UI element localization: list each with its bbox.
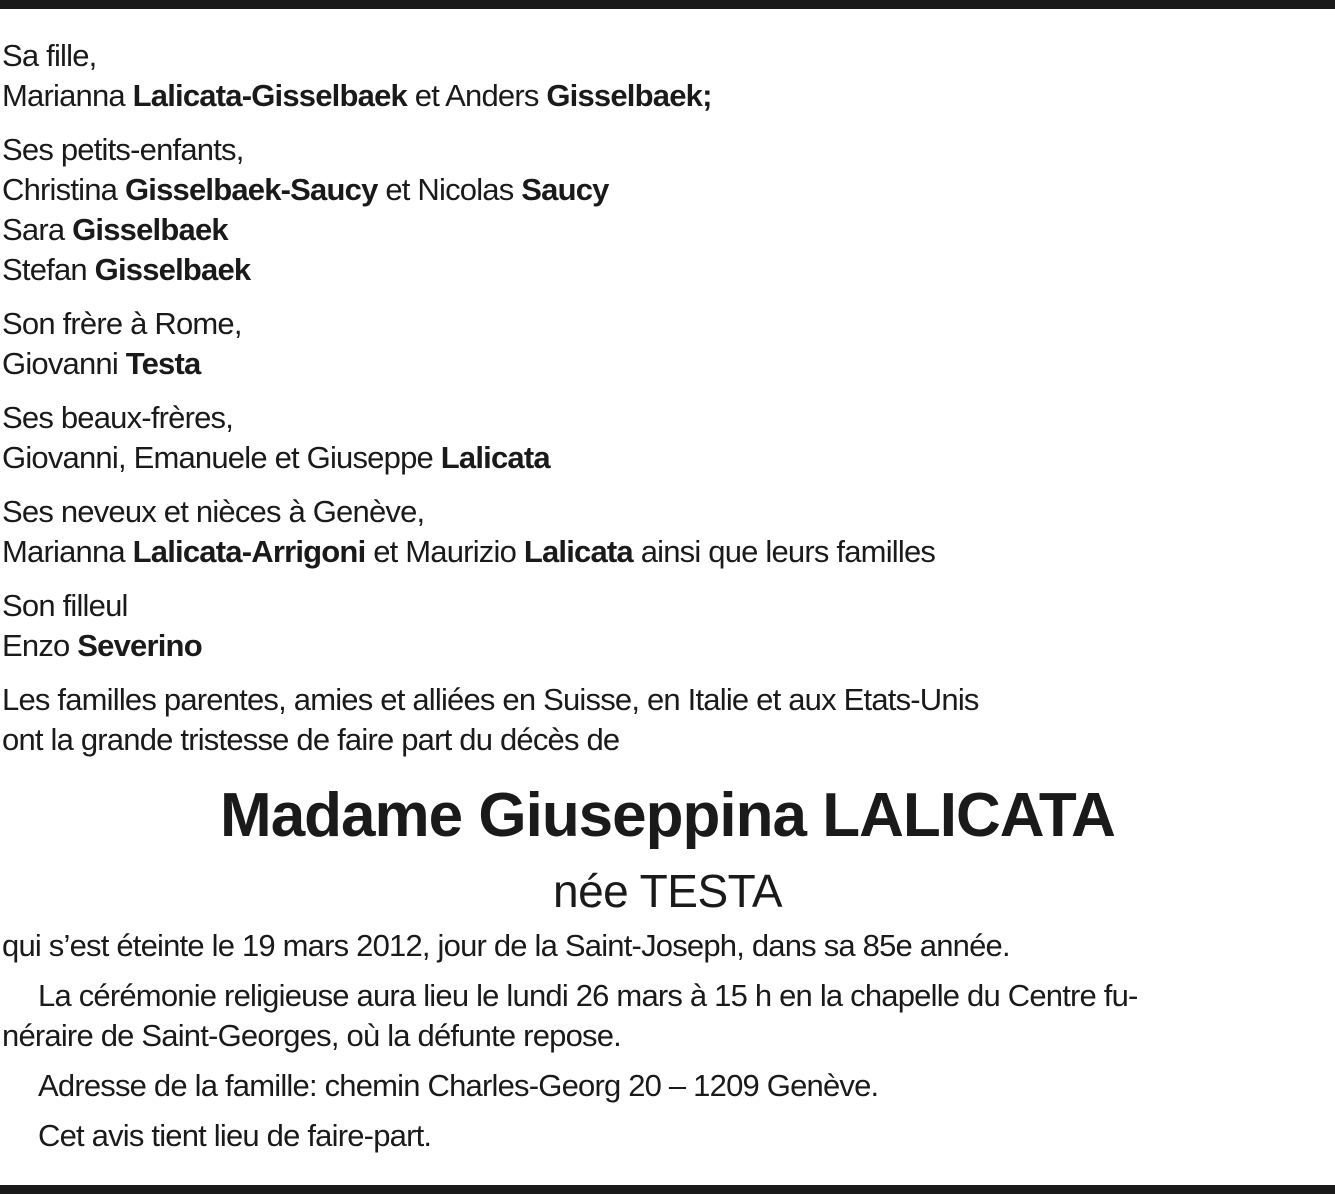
family-group [0, 304, 1335, 384]
family-member-line [0, 626, 1335, 666]
given-name-text: ainsi que leurs familles [632, 534, 936, 569]
surname: Lalicata-Arrigoni [132, 534, 366, 569]
family-address: Adresse de la famille: chemin Charles-Georg 20 – 1209 Genève. [38, 1068, 879, 1103]
deceased-name: Madame Giuseppina LALICATA [220, 781, 1115, 850]
given-name-text: Enzo [2, 628, 78, 663]
family-group [0, 586, 1335, 666]
given-name-text: Marianna [2, 78, 133, 113]
family-member-line [0, 532, 1335, 572]
closing-line: Cet avis tient lieu de faire-part. [38, 1118, 432, 1153]
surname: Severino [77, 628, 202, 663]
family-group [0, 492, 1335, 572]
surname: Lalicata-Gisselbaek [132, 78, 407, 113]
surname: Gisselbaek [72, 212, 228, 247]
family-member-line [0, 76, 1335, 116]
announcement [0, 680, 1335, 760]
relation-heading: Son filleul [2, 588, 128, 623]
family-member-line [0, 438, 1335, 478]
passing-text [0, 926, 1335, 966]
given-name-text: Marianna [2, 534, 133, 569]
surname: Gisselbaek-Saucy [124, 172, 378, 207]
family-member-line [0, 210, 1335, 250]
family-group [0, 398, 1335, 478]
given-name-text: et Maurizio [365, 534, 524, 569]
family-group [0, 36, 1335, 116]
surname: Testa [125, 346, 201, 381]
given-name-text: Christina [2, 172, 125, 207]
maiden-name: née TESTA [552, 865, 783, 917]
top-border-rule [0, 0, 1335, 9]
bottom-border-rule [0, 1185, 1335, 1194]
announcement-line-1: Les familles parentes, amies et alliées en Suisse, en Italie et aux Etats-Unis [2, 682, 979, 717]
relation-heading: Son frère à Rome, [2, 306, 242, 341]
surname: Gisselbaek [94, 252, 251, 287]
given-name-text: Stefan [2, 252, 95, 287]
death-notice [0, 36, 1335, 1166]
surname: Lalicata [440, 440, 550, 475]
surname: Gisselbaek; [546, 78, 712, 113]
surname: Saucy [521, 172, 609, 207]
given-name-text: et Anders [406, 78, 547, 113]
ceremony-line-2: néraire de Saint-Georges, où la défunte repose. [2, 1018, 621, 1053]
family-member-line [0, 170, 1335, 210]
given-name-text: et Nicolas [377, 172, 522, 207]
passing-line: qui s’est éteinte le 19 mars 2012, jour de la Saint-Joseph, dans sa 85e année. [2, 928, 1010, 963]
ceremony-line-1: La cérémonie religieuse aura lieu le lundi 26 mars à 15 h en la chapelle du Centre fu- [38, 978, 1138, 1013]
relation-heading: Ses beaux-frères, [2, 400, 234, 435]
relation-heading: Sa fille, [2, 38, 97, 73]
given-name-text: Giovanni, Emanuele et Giuseppe [2, 440, 441, 475]
announcement-line-2: ont la grande tristesse de faire part du décès de [2, 722, 620, 757]
closing-text [0, 1116, 1335, 1156]
family-group [0, 130, 1335, 290]
family-list [0, 36, 1335, 666]
address-text [0, 1066, 1335, 1106]
ceremony-text [0, 976, 1335, 1056]
relation-heading: Ses neveux et nièces à Genève, [2, 494, 425, 529]
relation-heading: Ses petits-enfants, [2, 132, 244, 167]
family-member-line [0, 250, 1335, 290]
given-name-text: Giovanni [2, 346, 126, 381]
surname: Lalicata [523, 534, 633, 569]
given-name-text: Sara [2, 212, 73, 247]
family-member-line [0, 344, 1335, 384]
